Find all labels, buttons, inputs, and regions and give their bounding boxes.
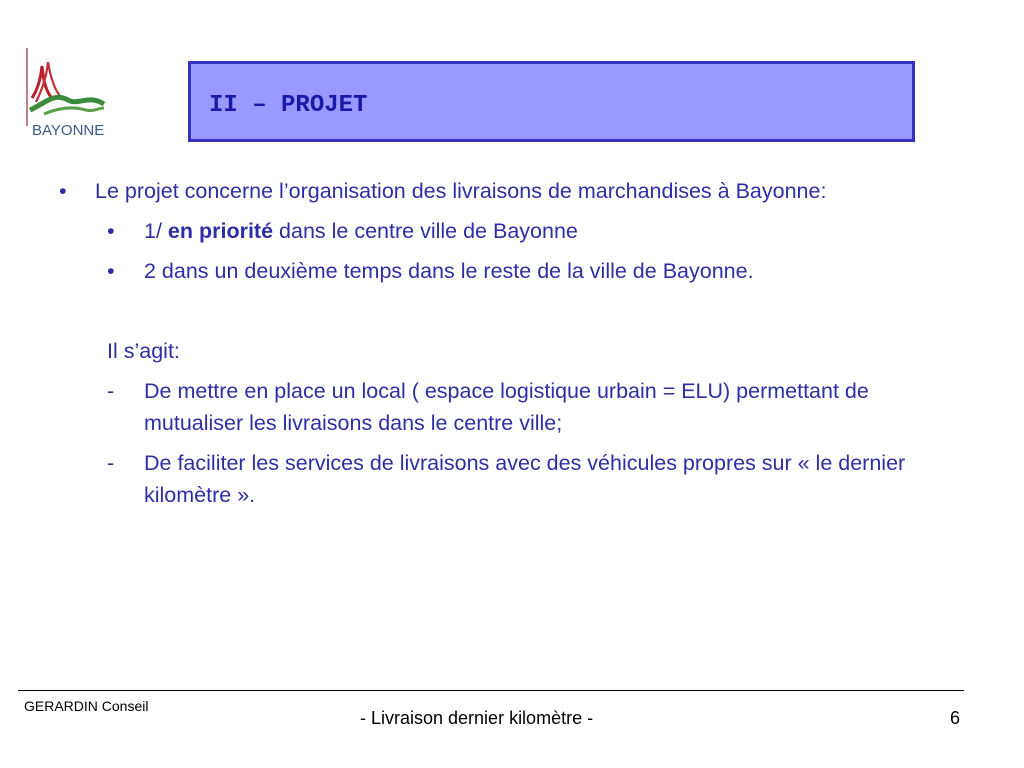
- bullet-marker: •: [107, 259, 115, 283]
- slide-body: [55, 175, 935, 511]
- slide-title: II – PROJET: [209, 92, 368, 119]
- dash-item: [55, 375, 935, 439]
- dash-item: [55, 447, 935, 511]
- agit-intro: Il s’agit:: [107, 339, 180, 363]
- dash-text: De mettre en place un local ( espace logistique urbain = ELU) permettant de mutualiser les livraisons dans le centre ville;: [144, 379, 869, 435]
- footer-divider: [18, 690, 964, 691]
- bullet-marker: •: [59, 179, 67, 203]
- page-number: 6: [950, 708, 961, 728]
- sub-bullet-text: 2 dans un deuxième temps dans le reste de la ville de Bayonne.: [144, 259, 754, 283]
- logo-emblem-icon: [24, 46, 124, 126]
- dash-text: De faciliter les services de livraisons avec des véhicules propres sur « le dernier kilomètre ».: [144, 451, 906, 507]
- bayonne-logo: [24, 46, 134, 142]
- sub-bullet-item: [55, 255, 935, 287]
- sub-bullet-text: dans le centre ville de Bayonne: [279, 219, 578, 243]
- sub-bullet-emphasis: en priorité: [167, 219, 274, 243]
- logo-wordmark: BAYONNE: [32, 122, 105, 139]
- dash-marker: -: [107, 379, 115, 403]
- footer-company: GERARDIN Conseil: [24, 698, 149, 714]
- bullet-item: [55, 175, 935, 207]
- title-box: [188, 61, 915, 142]
- bullet-marker: •: [107, 219, 115, 243]
- sub-bullet-prefix: 1/: [144, 219, 162, 243]
- sub-bullet-item: [55, 215, 935, 247]
- bullet-text: Le projet concerne l’organisation des livraisons de marchandises à Bayonne:: [95, 179, 827, 203]
- footer-caption: - Livraison dernier kilomètre -: [360, 708, 594, 728]
- dash-marker: -: [107, 451, 115, 475]
